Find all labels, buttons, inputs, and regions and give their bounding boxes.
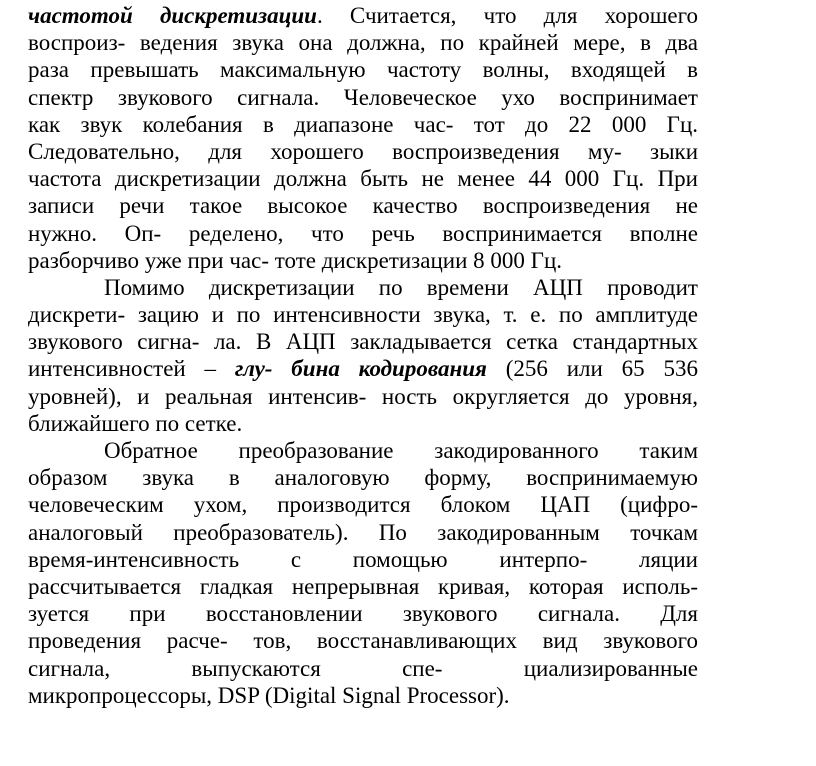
text-run: частота дискретизации должна быть не менее 44 000 Гц. При — [28, 166, 698, 192]
emphasized-term: глу- бина кодирования — [234, 356, 487, 382]
text-run: (256 или 65 536 — [486, 356, 698, 382]
text-run: разборчиво уже при час- тоте дискретизации 8 000 Гц. — [28, 247, 562, 273]
text-line — [28, 437, 698, 464]
text-run: время-интенсивность с помощью интерпо- ляции — [28, 546, 698, 572]
text-run: воспроиз- ведения звука она должна, по крайней мере, в два — [28, 30, 698, 56]
text-line — [28, 355, 698, 382]
text-line — [28, 111, 698, 138]
text-run: уровней), и реальная интенсив- ность округляется до уровня, — [28, 383, 698, 409]
text-run: Помимо дискретизации по времени АЦП проводит — [104, 274, 698, 300]
text-line — [28, 546, 698, 573]
text-run: раза превышать максимальную частоту волны, входящей в — [28, 57, 698, 83]
text-line — [28, 192, 698, 219]
text-run: записи речи такое высокое качество воспроизведения не — [28, 193, 698, 219]
text-run: рассчитывается гладкая непрерывная кривая, которая исполь- — [28, 573, 698, 599]
text-line — [28, 247, 698, 274]
text-run: интенсивностей – — [28, 356, 235, 382]
text-line — [28, 29, 698, 56]
text-run: ближайшего по сетке. — [28, 410, 243, 436]
text-run: спектр звукового сигнала. Человеческое ухо воспринимает — [28, 84, 698, 110]
paragraph-dac-conversion — [28, 437, 698, 709]
text-line — [28, 328, 698, 355]
text-run: зуется при восстановлении звукового сигнала. Для — [28, 601, 698, 627]
text-run: звукового сигна- ла. В АЦП закладывается сетка стандартных — [28, 329, 698, 355]
emphasized-term: частотой дискретизации — [28, 3, 317, 28]
text-line — [28, 2, 698, 29]
text-run: нужно. Оп- ределено, что речь воспринимается вполне — [28, 220, 698, 246]
text-line — [28, 56, 698, 83]
text-line — [28, 573, 698, 600]
paragraph-sampling-rate — [28, 2, 698, 274]
text-run: Обратное преобразование закодированного таким — [104, 438, 698, 463]
text-line — [28, 274, 698, 301]
text-run: сигнала, выпускаются спе- циализированные — [28, 655, 698, 681]
text-line — [28, 165, 698, 192]
text-line — [28, 138, 698, 165]
text-run: образом звука в аналоговую форму, воспринимаемую — [28, 465, 698, 491]
document-body — [28, 2, 698, 709]
text-line — [28, 627, 698, 654]
text-line — [28, 519, 698, 546]
text-line — [28, 682, 698, 709]
text-line — [28, 600, 698, 627]
text-line — [28, 655, 698, 682]
text-line — [28, 220, 698, 247]
text-line — [28, 301, 698, 328]
paragraph-coding-depth — [28, 274, 698, 437]
text-line — [28, 410, 698, 437]
text-run: аналоговый преобразователь). По закодированным точкам — [28, 519, 698, 545]
text-line — [28, 491, 698, 518]
text-run: проведения расче- тов, восстанавливающих вид звукового — [28, 628, 698, 654]
text-line — [28, 383, 698, 410]
text-line — [28, 84, 698, 111]
text-run: человеческим ухом, производится блоком ЦАП (цифро- — [28, 492, 698, 518]
text-run: . Считается, что для хорошего — [316, 3, 699, 28]
text-run: как звук колебания в диапазоне час- тот до 22 000 Гц. — [28, 111, 698, 137]
text-run: микропроцессоры, DSP (Digital Signal Processor). — [28, 682, 510, 708]
text-run: Следовательно, для хорошего воспроизведения му- зыки — [28, 138, 698, 164]
text-run: дискрети- зацию и по интенсивности звука, т. е. по амплитуде — [28, 302, 698, 328]
text-line — [28, 464, 698, 491]
